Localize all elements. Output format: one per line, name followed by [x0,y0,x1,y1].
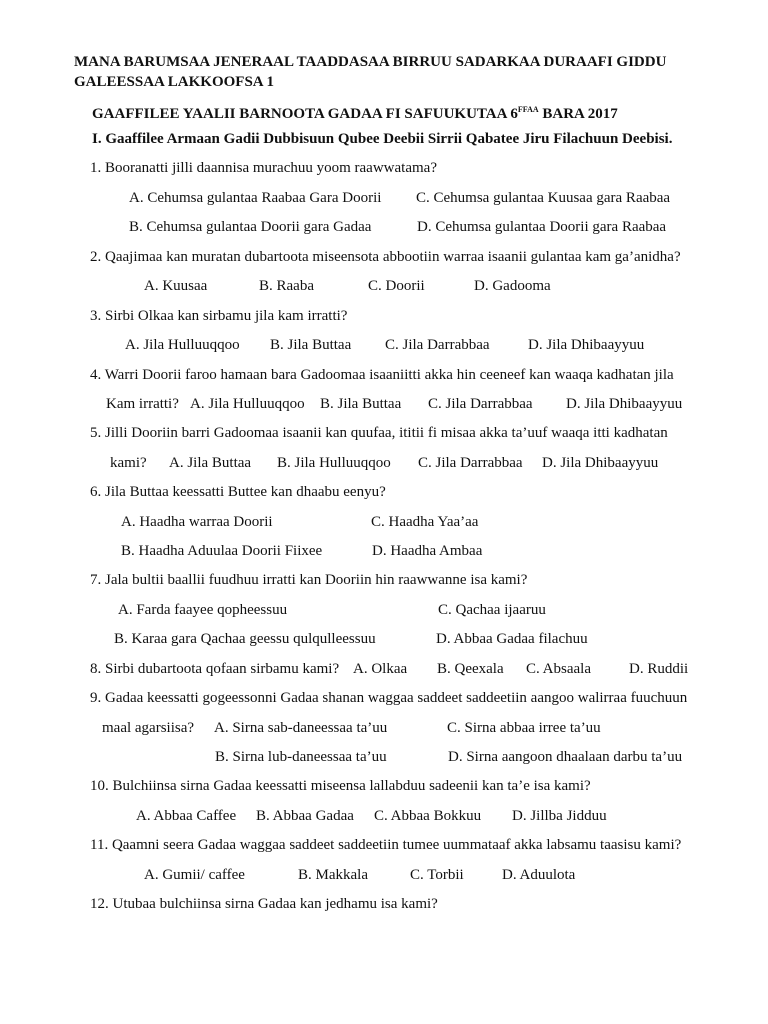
question-8-option-b: B. Qeexala [437,661,504,677]
question-7-option-a: A. Farda faayee qopheessuu [118,602,288,618]
question-5-text-continued: kami? [110,455,147,471]
question-3-text: 3. Sirbi Olkaa kan sirbamu jila kam irratti? [90,308,348,324]
exam-subtitle-year: BARA 2017 [538,106,618,122]
question-11-text: 11. Qaamni seera Gadaa waggaa saddeet saddeetiin tumee uummataaf akka labsamu taasisu kami? [90,837,682,853]
question-8-option-d: D. Ruddii [629,661,689,677]
question-6-text: 6. Jila Buttaa keessatti Buttee kan dhaabu eenyu? [90,484,386,500]
question-4-text-continued: Kam irratti? [106,396,179,412]
question-6-option-a: A. Haadha warraa Doorii [121,514,273,530]
question-4-option-d: D. Jila Dhibaayyuu [566,396,683,412]
question-9-option-c: C. Sirna abbaa irree ta’uu [447,720,601,736]
question-5-option-d: D. Jila Dhibaayyuu [542,455,659,471]
school-header-line-1: MANA BARUMSAA JENERAAL TAADDASAA BIRRUU SADARKAA DURAAFI GIDDU [74,54,667,70]
question-11-option-c: C. Torbii [410,867,464,883]
question-4-option-c: C. Jila Darrabbaa [428,396,533,412]
question-4-option-b: B. Jila Buttaa [320,396,402,412]
section-title: I. Gaaffilee Armaan Gadii Dubbisuun Qubee Deebii Sirrii Qabatee Jiru Filachuun Deebisi. [92,131,673,147]
question-1-option-d: D. Cehumsa gulantaa Doorii gara Raabaa [417,219,667,235]
question-2-option-b: B. Raaba [259,278,314,294]
question-8-option-a: A. Olkaa [353,661,408,677]
question-9-option-a: A. Sirna sab-daneessaa ta’uu [214,720,388,736]
question-9-option-b: B. Sirna lub-daneessaa ta’uu [215,749,387,765]
question-7-option-b: B. Karaa gara Qachaa geessu qulqulleessuu [114,631,376,647]
question-5-option-c: C. Jila Darrabbaa [418,455,523,471]
question-1-option-b: B. Cehumsa gulantaa Doorii gara Gadaa [129,219,372,235]
question-3-option-d: D. Jila Dhibaayyuu [528,337,645,353]
question-7-option-c: C. Qachaa ijaaruu [438,602,546,618]
question-8-text: 8. Sirbi dubartoota qofaan sirbamu kami? [90,661,340,677]
question-10-option-d: D. Jillba Jidduu [512,808,607,824]
question-1-text: 1. Booranatti jilli daannisa murachuu yoom raawwatama? [90,160,437,176]
question-10-option-c: C. Abbaa Bokkuu [374,808,482,824]
question-5-text: 5. Jilli Dooriin barri Gadoomaa isaanii kan quufaa, ititii fi misaa akka ta’uuf waaqa itti kadhatan [90,425,668,441]
question-10-option-a: A. Abbaa Caffee [136,808,237,824]
question-12-text: 12. Utubaa bulchiinsa sirna Gadaa kan jedhamu isa kami? [90,896,438,912]
question-5-option-a: A. Jila Buttaa [169,455,252,471]
exam-subtitle [92,101,618,123]
question-3-option-a: A. Jila Hulluuqqoo [125,337,240,353]
question-10-option-b: B. Abbaa Gadaa [256,808,354,824]
question-6-option-c: C. Haadha Yaa’aa [371,514,479,530]
question-9-text: 9. Gadaa keessatti gogeessonni Gadaa shanan waggaa saddeet saddeetiin aangoo walirraa fuuchuun [90,690,688,706]
question-2-option-a: A. Kuusaa [144,278,208,294]
question-1-option-a: A. Cehumsa gulantaa Raabaa Gara Doorii [129,190,382,206]
question-11-option-d: D. Aduulota [502,867,576,883]
question-9-option-d: D. Sirna aangoon dhaalaan darbu ta’uu [448,749,683,765]
question-2-option-c: C. Doorii [368,278,425,294]
question-4-option-a: A. Jila Hulluuqqoo [190,396,305,412]
question-8-option-c: C. Absaala [526,661,591,677]
question-11-option-b: B. Makkala [298,867,368,883]
school-header-line-2: GALEESSAA LAKKOOFSA 1 [74,74,275,90]
school-header [74,52,714,92]
question-7-option-d: D. Abbaa Gadaa filachuu [436,631,588,647]
question-6-option-b: B. Haadha Aduulaa Doorii Fiixee [121,543,323,559]
question-2-option-d: D. Gadooma [474,278,551,294]
question-3-option-c: C. Jila Darrabbaa [385,337,490,353]
question-11-option-a: A. Gumii/ caffee [144,867,245,883]
question-6-option-d: D. Haadha Ambaa [372,543,483,559]
question-4-text: 4. Warri Doorii faroo hamaan bara Gadoomaa isaaniitti akka hin ceeneef kan waaqa kadhatan jila [90,367,674,383]
question-7-text: 7. Jala bultii baallii fuudhuu irratti kan Dooriin hin raawwanne isa kami? [90,572,528,588]
question-10-text: 10. Bulchiinsa sirna Gadaa keessatti miseensa lallabduu sadeenii kan ta’e isa kami? [90,778,591,794]
exam-subtitle-ordinal: FFAA [517,105,539,114]
exam-subtitle-main: GAAFFILEE YAALII BARNOOTA GADAA FI SAFUUKUTAA 6 [92,106,518,122]
question-9-text-continued: maal agarsiisa? [102,720,195,736]
question-5-option-b: B. Jila Hulluuqqoo [277,455,391,471]
question-2-text: 2. Qaajimaa kan muratan dubartoota miseensota abbootiin warraa isaanii gulantaa kam ga’anidha? [90,249,681,265]
question-3-option-b: B. Jila Buttaa [270,337,352,353]
question-1-option-c: C. Cehumsa gulantaa Kuusaa gara Raabaa [416,190,671,206]
